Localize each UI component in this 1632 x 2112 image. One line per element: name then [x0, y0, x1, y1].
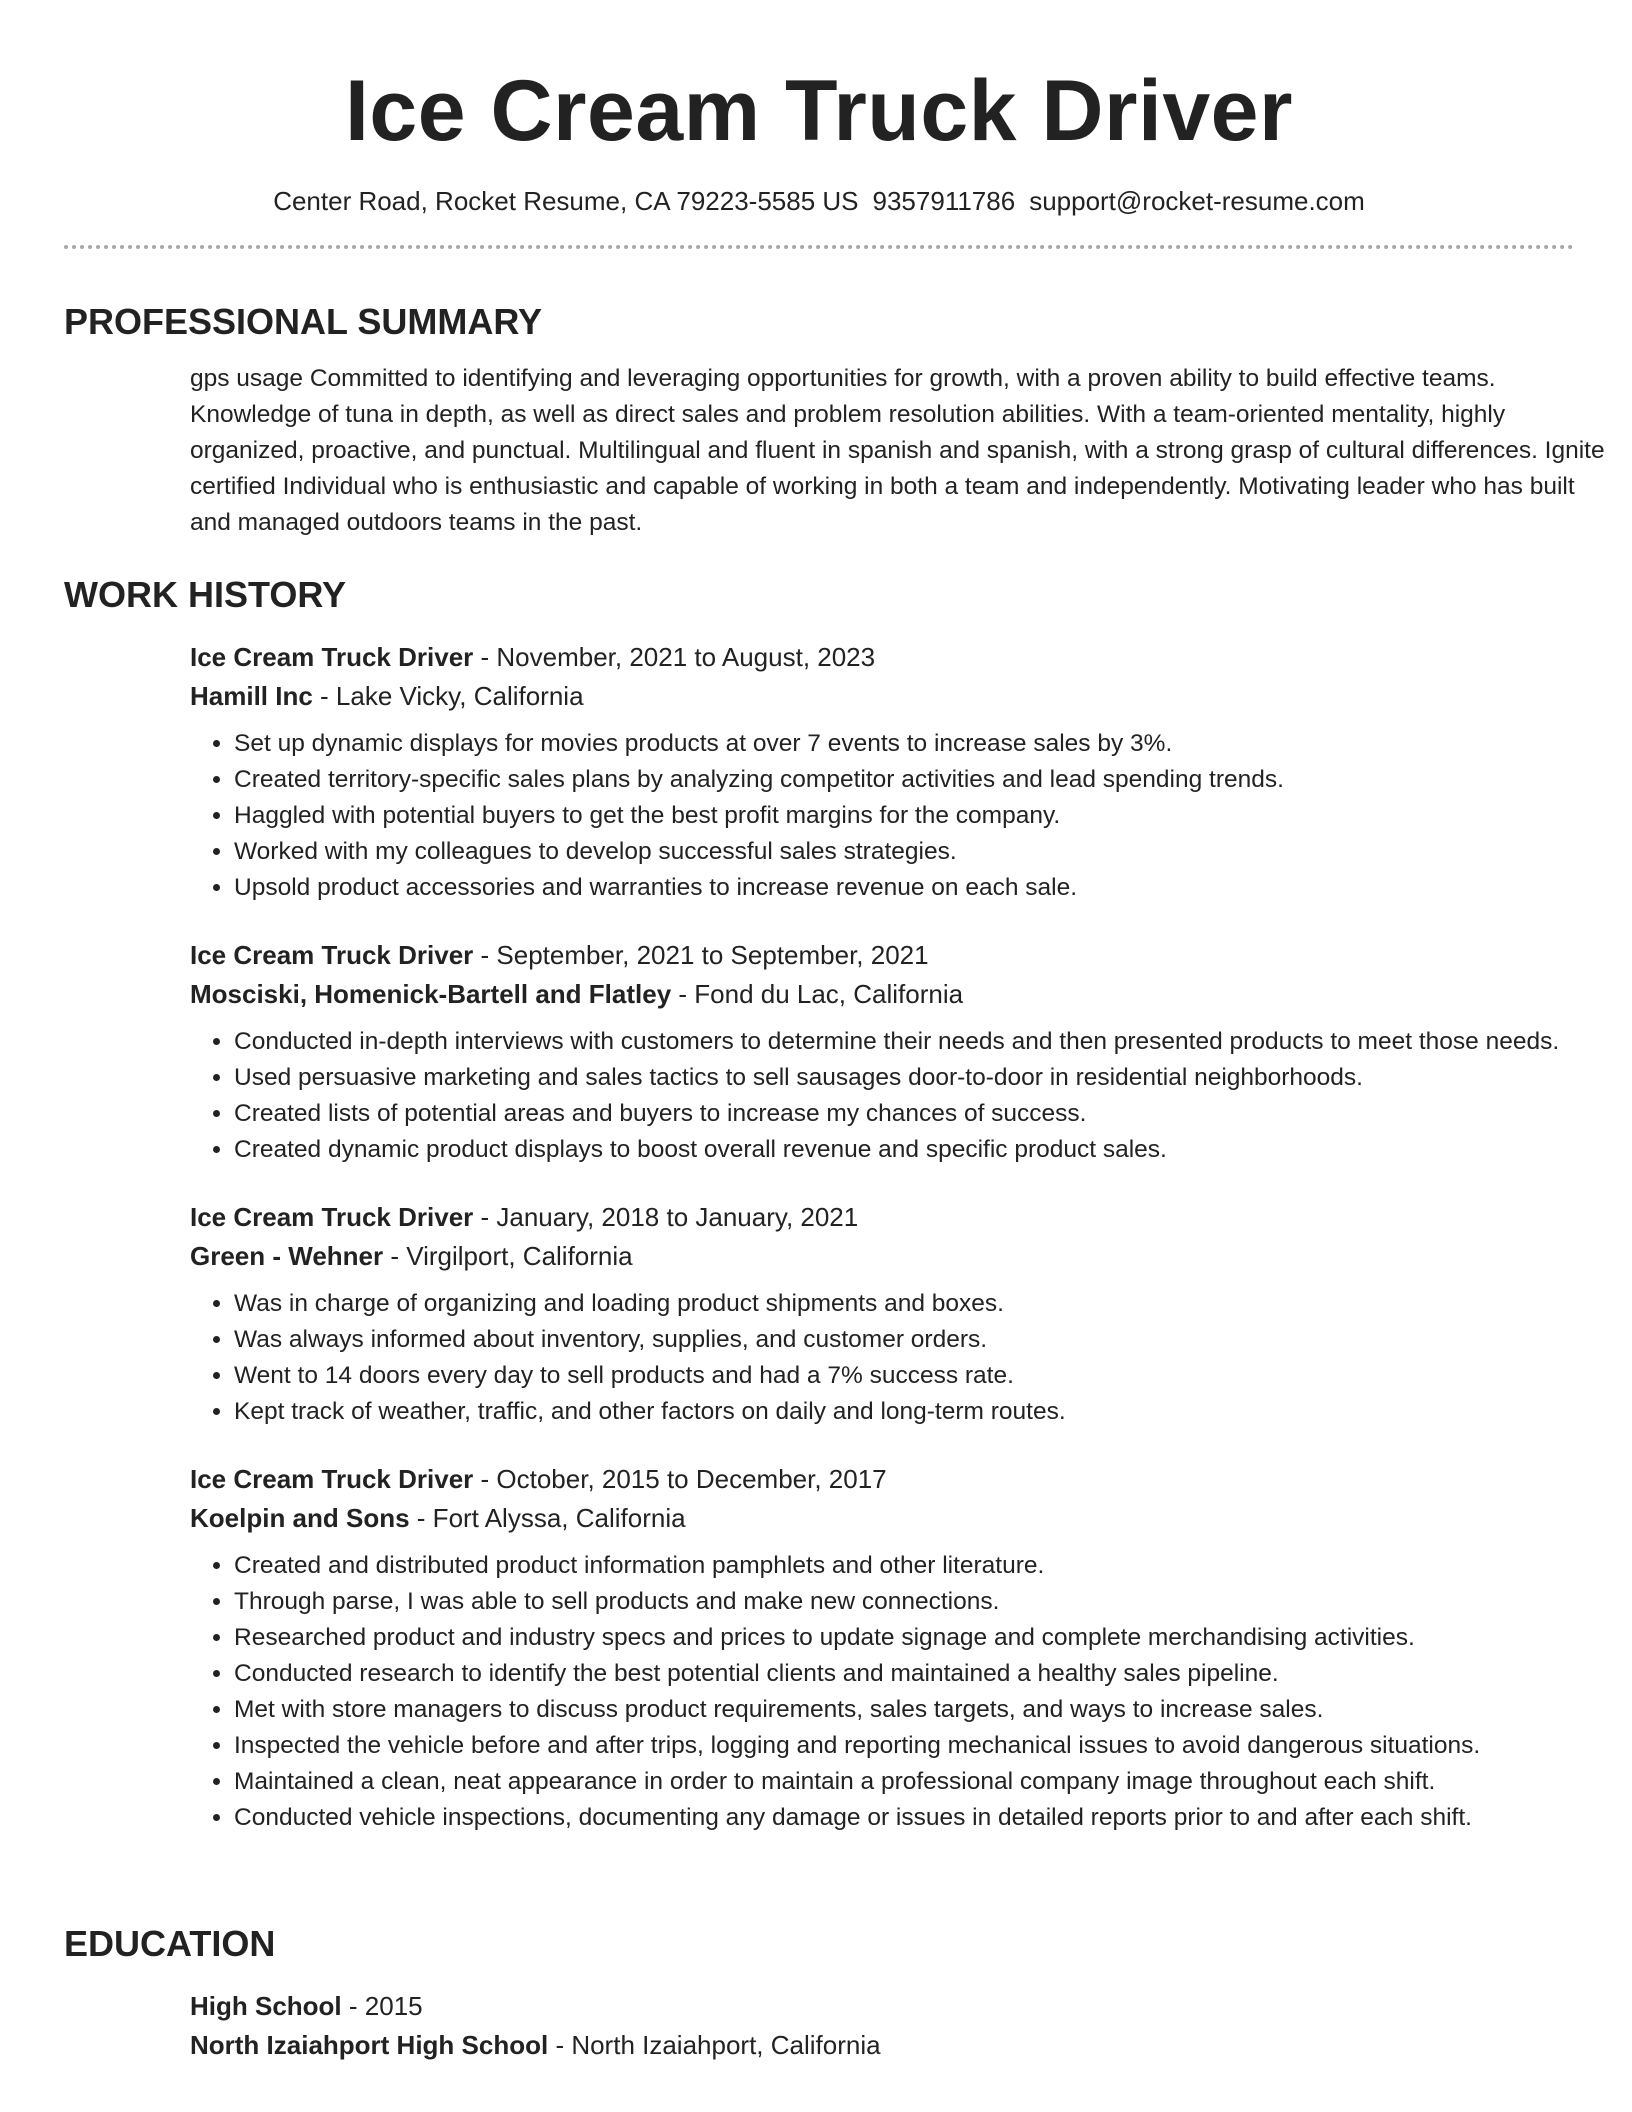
job-location: - Lake Vicky, California	[312, 681, 584, 712]
contact-email: support@rocket-resume.com	[1029, 186, 1365, 217]
job-dates: - January, 2018 to January, 2021	[473, 1202, 859, 1233]
job-bullet: • Was in charge of organizing and loading product shipments and boxes.	[234, 1286, 1574, 1322]
job-entry	[190, 638, 1574, 906]
job-list	[190, 638, 1574, 1836]
job-title: Ice Cream Truck Driver	[190, 940, 474, 971]
job-bullet: • Created and distributed product information pamphlets and other literature.	[234, 1548, 1574, 1584]
education-school: North Izaiahport High School	[190, 2030, 549, 2061]
education-location: - North Izaiahport, California	[548, 2030, 881, 2061]
job-bullet: • Created dynamic product displays to boost overall revenue and specific product sales.	[234, 1132, 1574, 1168]
job-location: - Virgilport, California	[383, 1241, 633, 1272]
job-bullet: • Upsold product accessories and warranties to increase revenue on each sale.	[234, 870, 1574, 906]
candidate-name: Ice Cream Truck Driver	[345, 63, 1293, 159]
job-bullet: • Met with store managers to discuss product requirements, sales targets, and ways to increase sales.	[234, 1692, 1574, 1728]
education-entry	[190, 1987, 881, 2065]
education-school-line	[190, 2026, 881, 2065]
education-heading: EDUCATION	[64, 1923, 276, 1964]
job-dates: - November, 2021 to August, 2023	[473, 642, 876, 673]
job-entry	[190, 1198, 1574, 1430]
contact-line	[64, 185, 1574, 219]
job-dates: - September, 2021 to September, 2021	[473, 940, 929, 971]
job-company-line	[190, 1237, 1574, 1276]
education-section	[64, 1922, 881, 2065]
job-bullets	[190, 1548, 1574, 1836]
job-bullets	[190, 726, 1574, 906]
job-bullet: • Was always informed about inventory, supplies, and customer orders.	[234, 1322, 1574, 1358]
job-company: Mosciski, Homenick-Bartell and Flatley	[190, 979, 672, 1010]
job-company-line	[190, 975, 1574, 1014]
job-title: Ice Cream Truck Driver	[190, 642, 474, 673]
job-bullets	[190, 1286, 1574, 1430]
job-bullet: • Created territory-specific sales plans by analyzing competitor activities and lead spending trends.	[234, 762, 1574, 798]
job-bullet: • Conducted research to identify the best potential clients and maintained a healthy sales pipeline.	[234, 1656, 1574, 1692]
job-bullets	[190, 1024, 1574, 1168]
job-company: Koelpin and Sons	[190, 1503, 410, 1534]
job-bullet: • Used persuasive marketing and sales tactics to sell sausages door-to-door in residential neighborhoods.	[234, 1060, 1574, 1096]
job-dates: - October, 2015 to December, 2017	[473, 1464, 887, 1495]
summary-heading: PROFESSIONAL SUMMARY	[64, 301, 543, 342]
job-title-line	[190, 638, 1574, 677]
resume-page	[64, 0, 1605, 2061]
job-company-line	[190, 1499, 1574, 1538]
job-title-line	[190, 1460, 1574, 1499]
job-location: - Fond du Lac, California	[671, 979, 964, 1010]
job-location: - Fort Alyssa, California	[409, 1503, 686, 1534]
job-bullet: • Researched product and industry specs and prices to update signage and complete merchandising activities.	[234, 1620, 1574, 1656]
education-year: - 2015	[341, 1991, 423, 2022]
job-company: Hamill Inc	[190, 681, 313, 712]
job-company: Green - Wehner	[190, 1241, 384, 1272]
summary-section	[64, 300, 1620, 541]
contact-address: Center Road, Rocket Resume, CA 79223-5585 US	[273, 186, 859, 217]
job-bullet: • Kept track of weather, traffic, and other factors on daily and long-term routes.	[234, 1394, 1574, 1430]
job-bullet: • Through parse, I was able to sell products and make new connections.	[234, 1584, 1574, 1620]
job-title: Ice Cream Truck Driver	[190, 1202, 474, 1233]
summary-text: gps usage Committed to identifying and leveraging opportunities for growth, with a proven ability to build effective teams. Knowledge of tuna in depth, as well as direct sales and problem resolution abilities. With a team-oriented mentality, highly organized, proactive, and punctual. Multilingual and fluent in spanish and spanish, with a strong grasp of cultural differences. Ignite certified Individual who is enthusiastic and capable of working in both a team and independently. Motivating leader who has built and managed outdoors teams in the past.	[190, 365, 1605, 537]
job-title-line	[190, 1198, 1574, 1237]
job-title-line	[190, 936, 1574, 975]
job-bullet: • Maintained a clean, neat appearance in order to maintain a professional company image throughout each shift.	[234, 1764, 1574, 1800]
job-title: Ice Cream Truck Driver	[190, 1464, 474, 1495]
contact-phone: 9357911786	[872, 186, 1016, 217]
job-bullet: • Inspected the vehicle before and after trips, logging and reporting mechanical issues to avoid dangerous situations.	[234, 1728, 1574, 1764]
work-history-section	[64, 573, 1574, 1866]
job-bullet: • Conducted vehicle inspections, documenting any damage or issues in detailed reports prior to and after each shift.	[234, 1800, 1574, 1836]
job-bullet: • Set up dynamic displays for movies products at over 7 events to increase sales by 3%.	[234, 726, 1574, 762]
job-bullet: • Conducted in-depth interviews with customers to determine their needs and then presented products to meet those needs.	[234, 1024, 1574, 1060]
job-company-line	[190, 677, 1574, 716]
job-entry	[190, 1460, 1574, 1836]
education-degree-line	[190, 1987, 881, 2026]
work-history-heading: WORK HISTORY	[64, 574, 347, 615]
header-divider	[64, 245, 1574, 249]
job-bullet: • Went to 14 doors every day to sell products and had a 7% success rate.	[234, 1358, 1574, 1394]
job-bullet: • Haggled with potential buyers to get the best profit margins for the company.	[234, 798, 1574, 834]
job-bullet: • Created lists of potential areas and buyers to increase my chances of success.	[234, 1096, 1574, 1132]
education-degree: High School	[190, 1991, 342, 2022]
job-entry	[190, 936, 1574, 1168]
job-bullet: • Worked with my colleagues to develop successful sales strategies.	[234, 834, 1574, 870]
